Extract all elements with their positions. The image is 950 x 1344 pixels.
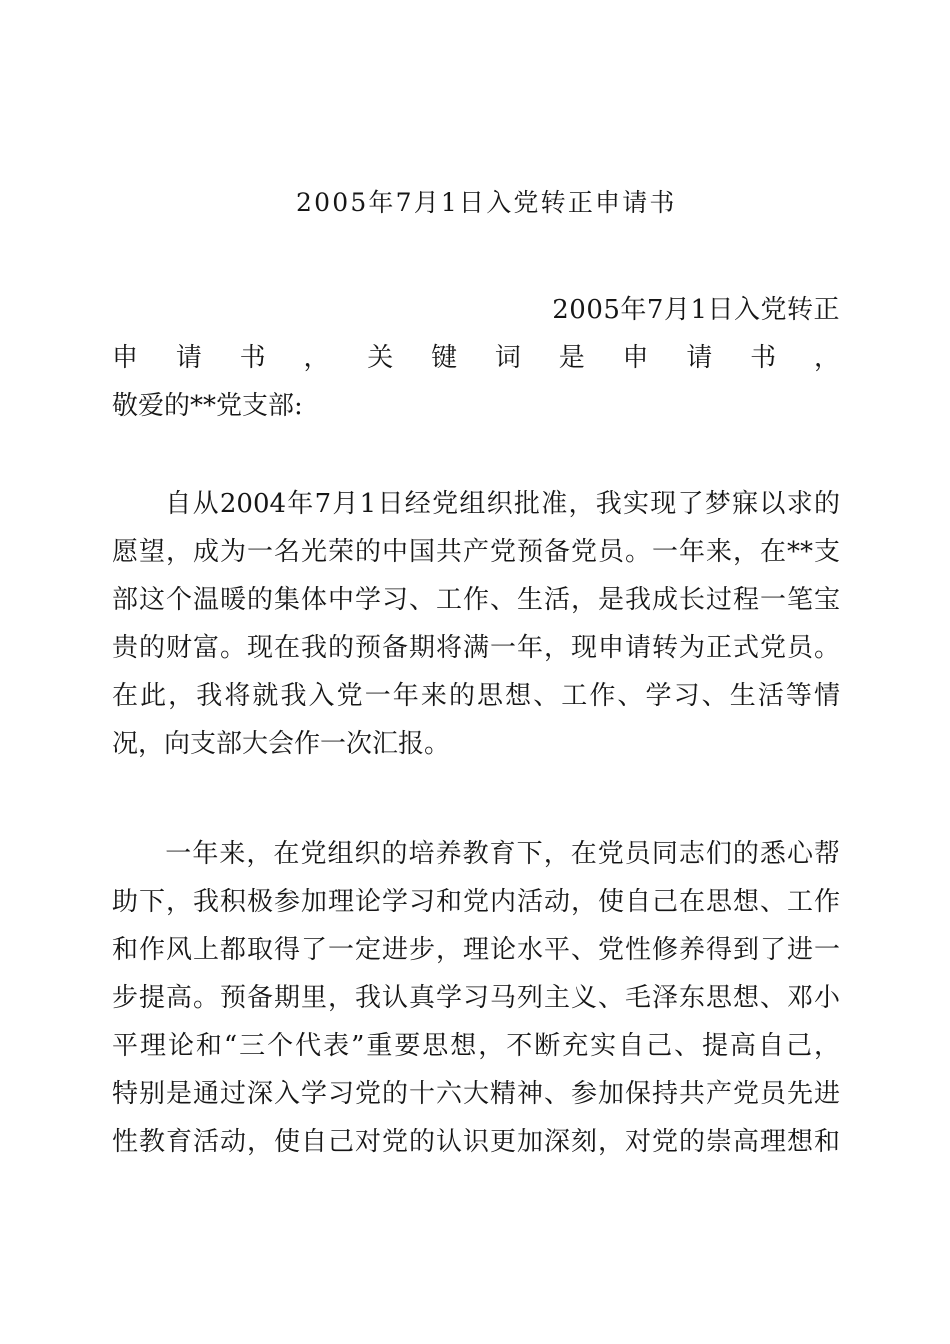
paragraph-line: 助下，我积极参加理论学习和党内活动，使自己在思想、工作 — [112, 887, 840, 917]
body-paragraph-2 — [112, 830, 840, 1166]
paragraph-line: 在此，我将就我入党一年来的思想、工作、学习、生活等情 — [112, 681, 840, 711]
paragraph-line: 一年来，在党组织的培养教育下，在党员同志们的悉心帮 — [165, 839, 840, 869]
paragraph-line: 愿望，成为一名光荣的中国共产党预备党员。一年来，在**支 — [112, 537, 840, 567]
header-line-2: 申请书，关键词是申请书， — [112, 343, 840, 373]
paragraph-line: 步提高。预备期里，我认真学习马列主义、毛泽东思想、邓小 — [112, 983, 840, 1013]
paragraph-line: 性教育活动，使自己对党的认识更加深刻，对党的崇高理想和 — [112, 1127, 840, 1157]
paragraph-line: 平理论和“三个代表”重要思想，不断充实自己、提高自己， — [112, 1031, 840, 1061]
paragraph-line: 自从2004年7月1日经党组织批准，我实现了梦寐以求的 — [165, 489, 840, 519]
paragraph-line: 部这个温暖的集体中学习、工作、生活，是我成长过程一笔宝 — [112, 585, 840, 615]
paragraph-line: 特别是通过深入学习党的十六大精神、参加保持共产党员先进 — [112, 1079, 840, 1109]
document-header-block — [112, 286, 840, 430]
paragraph-line: 和作风上都取得了一定进步，理论水平、党性修养得到了进一 — [112, 935, 840, 965]
salutation-line: 敬爱的**党支部: — [112, 391, 303, 421]
header-line-1: 2005年7月1日入党转正 — [552, 295, 840, 325]
page-title: 2005年7月1日入党转正申请书 — [296, 188, 677, 217]
body-paragraph-1 — [112, 480, 840, 768]
paragraph-line: 况，向支部大会作一次汇报。 — [112, 729, 451, 759]
paragraph-line: 贵的财富。现在我的预备期将满一年，现申请转为正式党员。 — [112, 633, 840, 663]
